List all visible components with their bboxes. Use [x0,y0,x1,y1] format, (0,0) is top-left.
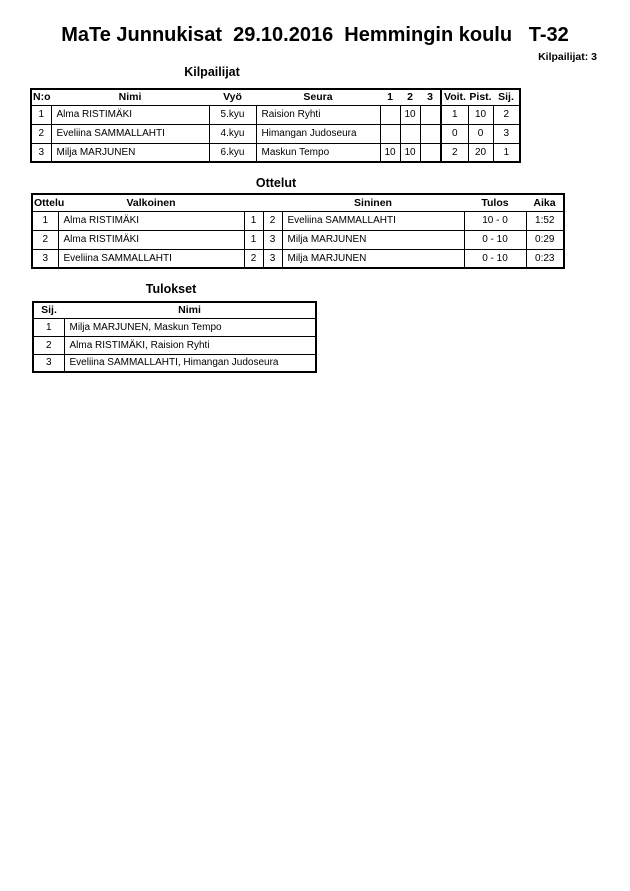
table-cell: 0:29 [526,230,564,249]
table-cell: Milja MARJUNEN, Maskun Tempo [64,318,316,336]
table-cell: 1 [244,230,263,249]
table-cell: 2 [31,124,51,143]
results-table [32,301,317,373]
table-cell: Himangan Judoseura [256,124,380,143]
table-cell: 2 [32,230,58,249]
header-match: Ottelu [32,194,58,211]
table-cell: 0 [441,124,468,143]
competitors-count-note: Kilpailijat: 3 [538,51,597,63]
table-cell: Maskun Tempo [256,143,380,162]
table-cell: 5.kyu [209,105,256,124]
table-row [33,354,316,372]
header-no: N:o [31,89,51,105]
header-place: Sij. [33,302,64,318]
table-cell [420,143,441,162]
header-round2: 2 [400,89,420,105]
matches-table [31,193,565,269]
table-cell [400,124,420,143]
table-cell: Alma RISTIMÄKI [58,230,244,249]
table-cell: Milja MARJUNEN [51,143,209,162]
results-section-heading: Tulokset [145,282,197,296]
header-name: Nimi [64,302,316,318]
header-points: Pist. [468,89,493,105]
table-cell: 2 [33,336,64,354]
table-cell: 1 [31,105,51,124]
header-white: Valkoinen [58,194,244,211]
table-cell: 1 [493,143,520,162]
competitors-table [30,88,521,163]
table-cell: 10 [400,143,420,162]
header-blue: Sininen [282,194,464,211]
table-row [32,211,564,230]
table-cell: Eveliina SAMMALLAHTI [51,124,209,143]
matches-table-body [32,211,564,268]
table-cell: 3 [33,354,64,372]
table-cell: 20 [468,143,493,162]
table-row [33,336,316,354]
table-cell: 3 [263,230,282,249]
header-time: Aika [526,194,564,211]
table-cell: 3 [493,124,520,143]
table-cell: 2 [263,211,282,230]
table-cell: 1 [32,211,58,230]
table-cell: Eveliina SAMMALLAHTI [282,211,464,230]
matches-header-row [32,194,564,211]
table-cell: 0 - 10 [464,249,526,268]
results-table-body [33,318,316,372]
table-row [31,143,520,162]
table-row [31,105,520,124]
results-header-row [33,302,316,318]
table-cell: Alma RISTIMÄKI [51,105,209,124]
table-cell: 0 - 10 [464,230,526,249]
matches-section-heading: Ottelut [255,176,297,190]
table-cell: Milja MARJUNEN [282,230,464,249]
header-club: Seura [256,89,380,105]
table-cell: 1 [441,105,468,124]
table-row [32,230,564,249]
table-cell: Eveliina SAMMALLAHTI, Himangan Judoseura [64,354,316,372]
table-cell: 0 [468,124,493,143]
table-cell: 3 [31,143,51,162]
table-cell [420,124,441,143]
header-round3: 3 [420,89,441,105]
table-cell: Milja MARJUNEN [282,249,464,268]
table-cell: 3 [263,249,282,268]
table-cell: 1 [244,211,263,230]
table-cell: 10 [468,105,493,124]
competitors-section-heading: Kilpailijat [184,65,240,79]
table-cell [380,105,400,124]
table-cell: Alma RISTIMÄKI [58,211,244,230]
page-title: MaTe Junnukisat 29.10.2016 Hemmingin koulu T-32 [61,24,569,46]
table-cell: 1:52 [526,211,564,230]
competitors-header-row [31,89,520,105]
competitors-table-body [31,105,520,162]
header-result: Tulos [464,194,526,211]
table-cell: 3 [32,249,58,268]
table-cell: 10 - 0 [464,211,526,230]
table-cell: 4.kyu [209,124,256,143]
table-row [33,318,316,336]
table-cell: 0:23 [526,249,564,268]
table-cell: 6.kyu [209,143,256,162]
header-belt: Vyö [209,89,256,105]
header-name: Nimi [51,89,209,105]
table-cell: 1 [33,318,64,336]
table-cell: 2 [493,105,520,124]
header-wins: Voit. [441,89,468,105]
table-cell: 10 [400,105,420,124]
table-cell: 10 [380,143,400,162]
table-cell [420,105,441,124]
header-white-number [244,194,263,211]
header-blue-number [263,194,282,211]
table-row [31,124,520,143]
header-place: Sij. [493,89,520,105]
table-cell: Alma RISTIMÄKI, Raision Ryhti [64,336,316,354]
header-round1: 1 [380,89,400,105]
table-cell: Eveliina SAMMALLAHTI [58,249,244,268]
table-row [32,249,564,268]
table-cell: 2 [441,143,468,162]
table-cell: 2 [244,249,263,268]
table-cell [380,124,400,143]
table-cell: Raision Ryhti [256,105,380,124]
